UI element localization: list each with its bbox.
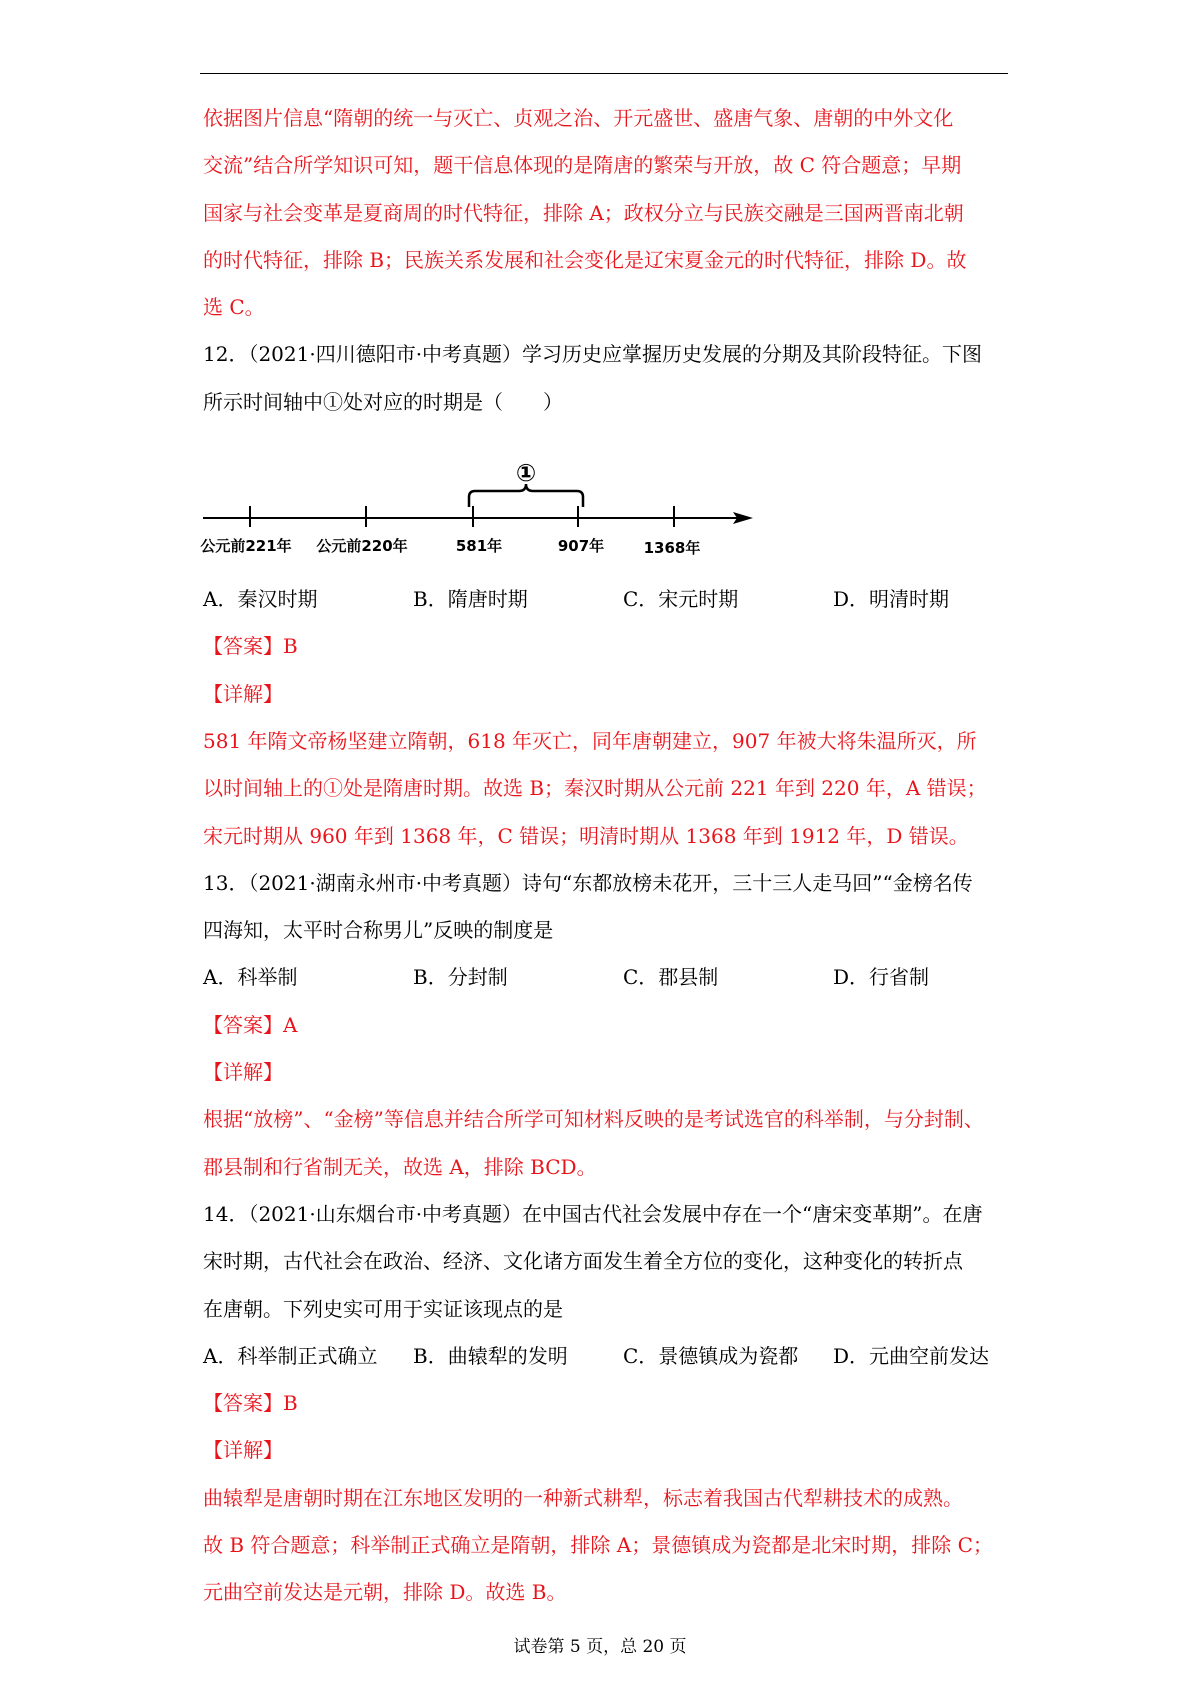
answer-tag: 【答案】 — [203, 1391, 283, 1416]
answer-options — [203, 1333, 1008, 1380]
timeline-label: 907年 — [557, 537, 605, 556]
page-footer: 试卷第 5 页，总 20 页 — [513, 1637, 687, 1657]
option-b[interactable]: B．隋唐时期 — [413, 587, 528, 612]
question-stem-line: 13．（2021·湖南永州市·中考真题）诗句“东都放榜未花开，三十三人走马回”“金榜名传 — [203, 870, 973, 895]
answer-line — [203, 1380, 1008, 1427]
question-stem-line: 12．（2021·四川德阳市·中考真题）学习历史应掌握历史发展的分期及其阶段特征。下图 — [203, 342, 983, 367]
question-stem-line: 宋时期，古代社会在政治、经济、文化诸方面发生着全方位的变化，这种变化的转折点 — [203, 1249, 963, 1274]
timeline-figure — [200, 426, 1008, 576]
detail-line: 581 年隋文帝杨坚建立隋朝，618 年灭亡，同年唐朝建立，907 年被大将朱温所灭，所 — [203, 728, 977, 753]
detail-tag: 【详解】 — [203, 1060, 283, 1085]
timeline-brace — [469, 484, 583, 507]
timeline-marker: ① — [515, 459, 537, 488]
timeline-label: 581年 — [455, 537, 503, 556]
detail-line: 宋元时期从 960 年到 1368 年，C 错误；明清时期从 1368 年到 1912 年，D 错误。 — [203, 823, 969, 848]
explanation-line: 依据图片信息“隋朝的统一与灭亡、贞观之治、开元盛世、盛唐气象、唐朝的中外文化 — [203, 106, 954, 130]
option-b[interactable]: B．曲辕犁的发明 — [413, 1343, 568, 1368]
answer-value: B — [283, 1391, 298, 1416]
question-stem-line: 14．（2021·山东烟台市·中考真题）在中国古代社会发展中存在一个“唐宋变革期”。在唐 — [203, 1201, 983, 1226]
question-14 — [203, 1191, 1008, 1617]
exam-page — [200, 95, 1008, 1617]
option-c[interactable]: C．景德镇成为瓷都 — [623, 1343, 799, 1368]
detail-line: 根据“放榜”、“金榜”等信息并结合所学可知材料反映的是考试选官的科举制，与分封制、 — [203, 1107, 984, 1132]
timeline-svg — [199, 426, 759, 576]
answer-tag: 【答案】 — [203, 634, 283, 659]
answer-line — [203, 623, 1008, 670]
question-stem-line: 四海知，太平时合称男儿”反映的制度是 — [203, 918, 554, 943]
explanation-line: 的时代特征，排除 B；民族关系发展和社会变化是辽宋夏金元的时代特征，排除 D。故 — [203, 247, 967, 272]
option-d[interactable]: D．行省制 — [833, 965, 930, 990]
timeline-label: 公元前220年 — [316, 537, 408, 556]
option-d[interactable]: D．明清时期 — [833, 587, 950, 612]
option-a[interactable]: A．科举制正式确立 — [203, 1343, 378, 1368]
answer-options — [203, 576, 1008, 623]
timeline-label: 1368年 — [643, 539, 701, 558]
explanation-line: 选 C。 — [203, 295, 265, 320]
answer-value: A — [283, 1012, 298, 1037]
explanation-line: 交流”结合所学知识可知，题干信息体现的是隋唐的繁荣与开放，故 C 符合题意；早期 — [203, 153, 962, 178]
answer-tag: 【答案】 — [203, 1012, 283, 1037]
detail-line: 元曲空前发达是元朝，排除 D。故选 B。 — [203, 1580, 567, 1605]
question-stem-line: 在唐朝。下列史实可用于实证该现点的是 — [203, 1296, 563, 1321]
detail-line: 以时间轴上的①处是隋唐时期。故选 B；秦汉时期从公元前 221 年到 220 年，A 错误； — [203, 776, 987, 801]
question-12 — [200, 331, 1008, 859]
answer-line — [203, 1002, 1008, 1049]
option-c[interactable]: C．郡县制 — [623, 965, 719, 990]
question-stem-line: 所示时间轴中①处对应的时期是（ ） — [203, 389, 563, 414]
detail-tag: 【详解】 — [203, 681, 283, 706]
question-13 — [203, 860, 1008, 1191]
detail-line: 郡县制和行省制无关，故选 A，排除 BCD。 — [203, 1154, 597, 1179]
option-b[interactable]: B．分封制 — [413, 965, 508, 990]
option-a[interactable]: A．科举制 — [203, 965, 298, 990]
intro-explanation — [203, 95, 1008, 331]
header-rule — [200, 73, 1008, 74]
option-d[interactable]: D．元曲空前发达 — [833, 1343, 990, 1368]
option-a[interactable]: A．秦汉时期 — [203, 587, 318, 612]
detail-tag: 【详解】 — [203, 1438, 283, 1463]
detail-line: 曲辕犁是唐朝时期在江东地区发明的一种新式耕犁，标志着我国古代犁耕技术的成熟。 — [203, 1485, 963, 1510]
explanation-line: 国家与社会变革是夏商周的时代特征，排除 A；政权分立与民族交融是三国两晋南北朝 — [203, 200, 964, 225]
answer-options — [203, 954, 1008, 1001]
detail-line: 故 B 符合题意；科举制正式确立是隋朝，排除 A；景德镇成为瓷都是北宋时期，排除 C； — [203, 1533, 993, 1558]
answer-value: B — [283, 634, 298, 659]
timeline-label: 公元前221年 — [200, 537, 292, 556]
option-c[interactable]: C．宋元时期 — [623, 587, 739, 612]
